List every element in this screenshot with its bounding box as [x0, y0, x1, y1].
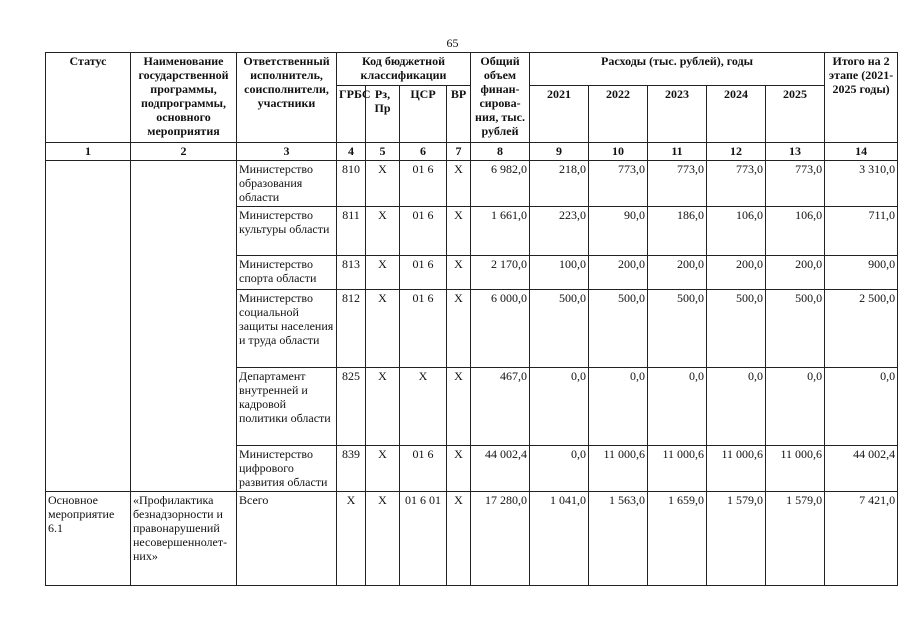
vr-cell: Х [447, 256, 471, 290]
rzpr-cell: Х [366, 290, 400, 368]
header-grbs: ГРБС [337, 86, 366, 143]
column-number-row [46, 143, 898, 161]
year-2021-cell: 100,0 [530, 256, 589, 290]
rzpr-cell: Х [366, 256, 400, 290]
stage-total-cell: 2 500,0 [825, 290, 898, 368]
vr-cell: Х [447, 207, 471, 256]
csr-cell: 01 6 [400, 207, 447, 256]
year-2021-cell: 500,0 [530, 290, 589, 368]
header-total-stage2: Итого на 2 этапе (2021-2025 годы) [825, 53, 898, 143]
stage-total-cell: 711,0 [825, 207, 898, 256]
total-cell: 467,0 [471, 368, 530, 446]
vr-cell: Х [447, 161, 471, 207]
header-year-2021: 2021 [530, 86, 589, 143]
year-2022-cell: 0,0 [589, 368, 648, 446]
stage-total-cell: 900,0 [825, 256, 898, 290]
stage-total-cell: 7 421,0 [825, 492, 898, 586]
header-year-2023: 2023 [648, 86, 707, 143]
vr-cell: Х [447, 446, 471, 492]
column-number: 9 [530, 143, 589, 161]
rzpr-cell: Х [366, 207, 400, 256]
executor-cell: Министерство спорта области [237, 256, 337, 290]
year-2025-cell: 1 579,0 [766, 492, 825, 586]
stage-total-cell: 3 310,0 [825, 161, 898, 207]
column-number: 1 [46, 143, 131, 161]
year-2025-cell: 200,0 [766, 256, 825, 290]
total-cell: 2 170,0 [471, 256, 530, 290]
year-2022-cell: 11 000,6 [589, 446, 648, 492]
csr-cell: 01 6 [400, 256, 447, 290]
grbs-cell: 813 [337, 256, 366, 290]
column-number: 6 [400, 143, 447, 161]
page-number: 65 [446, 36, 459, 50]
header-status: Статус [46, 53, 131, 143]
year-2023-cell: 186,0 [648, 207, 707, 256]
column-number: 3 [237, 143, 337, 161]
stage-total-cell: 44 002,4 [825, 446, 898, 492]
year-2021-cell: 218,0 [530, 161, 589, 207]
total-cell: 17 280,0 [471, 492, 530, 586]
executor-cell: Министерство культуры области [237, 207, 337, 256]
year-2024-cell: 500,0 [707, 290, 766, 368]
vr-cell: Х [447, 290, 471, 368]
status-cell: Основное мероприятие 6.1 [46, 492, 131, 586]
status-cell [46, 161, 131, 492]
total-cell: 6 000,0 [471, 290, 530, 368]
header-total-funding: Общий объем финан-сирова-ния, тыс. рублей [471, 53, 530, 143]
rzpr-cell: Х [366, 368, 400, 446]
year-2025-cell: 773,0 [766, 161, 825, 207]
year-2025-cell: 500,0 [766, 290, 825, 368]
grbs-cell: 825 [337, 368, 366, 446]
executor-cell: Министерство цифрового развития области [237, 446, 337, 492]
year-2021-cell: 0,0 [530, 368, 589, 446]
grbs-cell: Х [337, 492, 366, 586]
year-2023-cell: 0,0 [648, 368, 707, 446]
grbs-cell: 811 [337, 207, 366, 256]
column-number: 4 [337, 143, 366, 161]
year-2022-cell: 500,0 [589, 290, 648, 368]
year-2025-cell: 0,0 [766, 368, 825, 446]
column-number: 13 [766, 143, 825, 161]
rzpr-cell: Х [366, 446, 400, 492]
header-csr: ЦСР [400, 86, 447, 143]
year-2024-cell: 11 000,6 [707, 446, 766, 492]
column-number: 2 [131, 143, 237, 161]
executor-cell: Всего [237, 492, 337, 586]
grbs-cell: 839 [337, 446, 366, 492]
year-2024-cell: 200,0 [707, 256, 766, 290]
csr-cell: 01 6 01 [400, 492, 447, 586]
column-number: 11 [648, 143, 707, 161]
year-2023-cell: 1 659,0 [648, 492, 707, 586]
header-expenses: Расходы (тыс. рублей), годы [530, 53, 825, 86]
csr-cell: 01 6 [400, 290, 447, 368]
vr-cell: Х [447, 368, 471, 446]
header-executor: Ответственный исполнитель, соисполнители, участники [237, 53, 337, 143]
header-year-2022: 2022 [589, 86, 648, 143]
program-name-cell [131, 161, 237, 492]
total-cell: 1 661,0 [471, 207, 530, 256]
csr-cell: 01 6 [400, 161, 447, 207]
total-cell: 44 002,4 [471, 446, 530, 492]
column-number: 14 [825, 143, 898, 161]
executor-cell: Министерство социальной защиты населения и труда области [237, 290, 337, 368]
header-vr: ВР [447, 86, 471, 143]
year-2024-cell: 773,0 [707, 161, 766, 207]
csr-cell: 01 6 [400, 446, 447, 492]
year-2022-cell: 773,0 [589, 161, 648, 207]
year-2023-cell: 500,0 [648, 290, 707, 368]
table-row [46, 492, 898, 586]
header-budget-code: Код бюджетной классификации [337, 53, 471, 86]
budget-table [45, 52, 898, 586]
table-row [46, 161, 898, 207]
year-2022-cell: 200,0 [589, 256, 648, 290]
column-number: 10 [589, 143, 648, 161]
rzpr-cell: Х [366, 492, 400, 586]
year-2025-cell: 106,0 [766, 207, 825, 256]
column-number: 5 [366, 143, 400, 161]
year-2024-cell: 0,0 [707, 368, 766, 446]
year-2022-cell: 90,0 [589, 207, 648, 256]
executor-cell: Министерство образования области [237, 161, 337, 207]
stage-total-cell: 0,0 [825, 368, 898, 446]
header-year-2025: 2025 [766, 86, 825, 143]
column-number: 8 [471, 143, 530, 161]
column-number: 7 [447, 143, 471, 161]
header-program-name: Наименование государственной программы, подпрограммы, основного мероприятия [131, 53, 237, 143]
program-name-cell: «Профилактика безнадзорности и правонарушений несовершеннолет-них» [131, 492, 237, 586]
vr-cell: Х [447, 492, 471, 586]
year-2022-cell: 1 563,0 [589, 492, 648, 586]
year-2023-cell: 773,0 [648, 161, 707, 207]
year-2023-cell: 11 000,6 [648, 446, 707, 492]
year-2024-cell: 106,0 [707, 207, 766, 256]
column-number: 12 [707, 143, 766, 161]
year-2021-cell: 223,0 [530, 207, 589, 256]
year-2021-cell: 0,0 [530, 446, 589, 492]
grbs-cell: 812 [337, 290, 366, 368]
year-2025-cell: 11 000,6 [766, 446, 825, 492]
header-year-2024: 2024 [707, 86, 766, 143]
total-cell: 6 982,0 [471, 161, 530, 207]
year-2024-cell: 1 579,0 [707, 492, 766, 586]
header-rzpr: Рз, Пр [366, 86, 400, 143]
csr-cell: Х [400, 368, 447, 446]
year-2023-cell: 200,0 [648, 256, 707, 290]
rzpr-cell: Х [366, 161, 400, 207]
year-2021-cell: 1 041,0 [530, 492, 589, 586]
grbs-cell: 810 [337, 161, 366, 207]
executor-cell: Департамент внутренней и кадровой политики области [237, 368, 337, 446]
